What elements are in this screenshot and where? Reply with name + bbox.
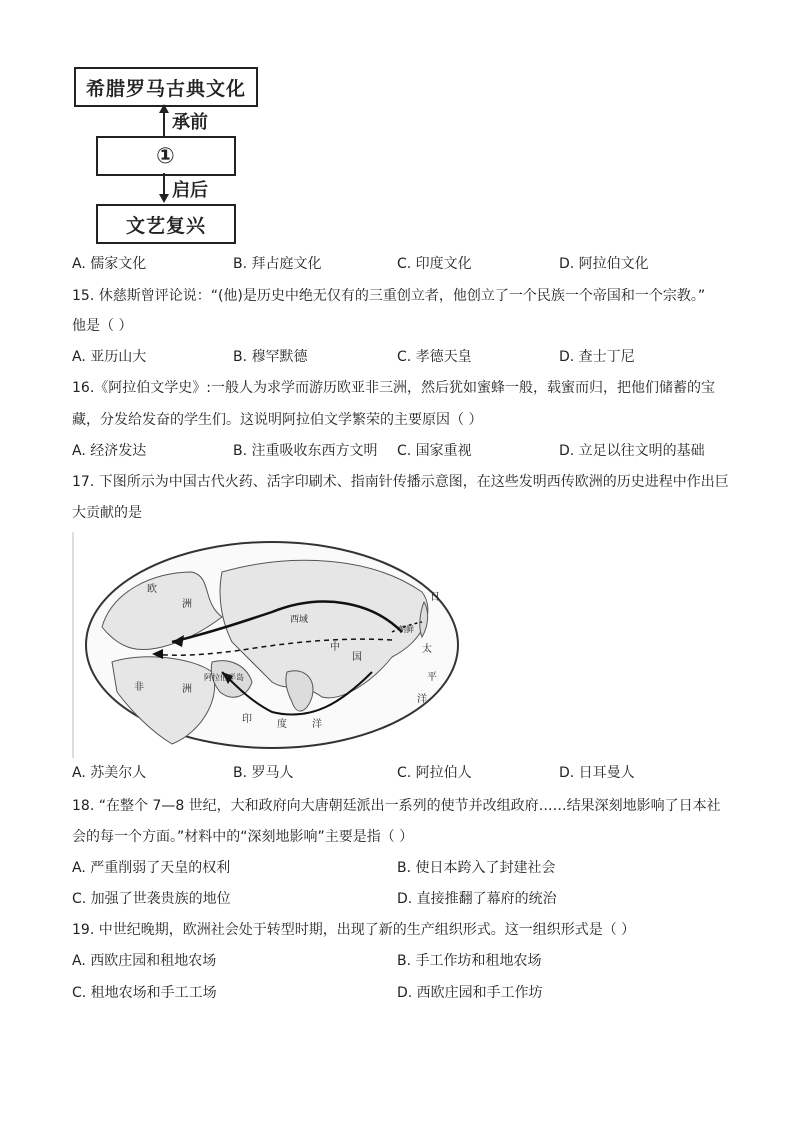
map-label-china2: 国 <box>352 652 362 663</box>
map-label-ocean1: 度 <box>277 719 287 730</box>
map-label-japan: 日 <box>430 592 440 603</box>
q16-option-b: B. 注重吸收东西方文明 <box>233 443 378 459</box>
q14-option-b: B. 拜占庭文化 <box>233 256 322 272</box>
q19-option-d: D. 西欧庄园和手工作坊 <box>397 985 543 1001</box>
q18-option-b: B. 使日本跨入了封建社会 <box>397 860 556 876</box>
map-label-africa: 非 <box>134 682 144 693</box>
diagram-bottom-box: 文艺复兴 <box>96 204 236 244</box>
upper-arrow-label: 承前 <box>172 112 208 133</box>
upper-arrowhead <box>159 104 169 113</box>
q14-option-c: C. 印度文化 <box>397 256 472 272</box>
q14-option-a: A. 儒家文化 <box>72 256 147 272</box>
q14-option-d: D. 阿拉伯文化 <box>559 256 649 272</box>
q18-option-d: D. 直接推翻了幕府的统治 <box>397 891 557 907</box>
q17-stem-line1: 17. 下图所示为中国古代火药、活字印刷术、指南针传播示意图，在这些发明西传欧洲的历史进程中作出巨 <box>72 474 729 490</box>
q16-option-d: D. 立足以往文明的基础 <box>559 443 705 459</box>
diagram-top-box: 希腊罗马古典文化 <box>74 67 258 107</box>
map-svg <box>72 532 464 758</box>
q16-stem-line2: 藏，分发给发奋的学生们。这说明阿拉伯文学繁荣的主要原因（ ） <box>72 412 483 428</box>
map-label-pacific2: 平 <box>427 672 437 683</box>
q16-option-c: C. 国家重视 <box>397 443 472 459</box>
map-label-pacific1: 太 <box>422 644 432 655</box>
q18-option-c: C. 加强了世袭贵族的地位 <box>72 891 231 907</box>
q17-option-b: B. 罗马人 <box>233 765 294 781</box>
lower-arrowhead <box>159 194 169 203</box>
q19-option-b: B. 手工作坊和租地农场 <box>397 953 542 969</box>
map-label-arabia: 阿拉伯半岛 <box>204 673 244 682</box>
map-label-pacific3: 洋 <box>417 694 427 705</box>
map-label-europe: 欧 <box>147 584 157 595</box>
map-label-africa2: 洲 <box>182 684 192 695</box>
q15-option-d: D. 查士丁尼 <box>559 349 635 365</box>
q17-option-a: A. 苏美尔人 <box>72 765 147 781</box>
map-label-europe2: 洲 <box>182 599 192 610</box>
map-label-india: 印 <box>242 714 252 725</box>
q15-option-b: B. 穆罕默德 <box>233 349 308 365</box>
diagram-middle-box: ① <box>96 136 236 176</box>
q16-stem-line1: 16.《阿拉伯文学史》:一般人为求学而游历欧亚非三洲，然后犹如蜜蜂一般，载蜜而归，把他们储蓄的宝 <box>72 380 715 396</box>
q15-option-c: C. 孝德天皇 <box>397 349 472 365</box>
map-label-china: 中 <box>330 642 340 653</box>
map-label-korea: 朝鲜 <box>398 625 414 634</box>
map-label-xiyu: 西域 <box>290 615 309 625</box>
map-label-ocean2: 洋 <box>312 719 322 730</box>
q18-stem-line1: 18. “在整个 7—8 世纪，大和政府向大唐朝廷派出一系列的使节并改组政府……结果深刻地影响了日本社 <box>72 798 721 814</box>
q19-option-a: A. 西欧庄园和租地农场 <box>72 953 217 969</box>
q15-stem-line2: 他是（ ） <box>72 318 133 334</box>
q19-stem-line1: 19. 中世纪晚期，欧洲社会处于转型时期，出现了新的生产组织形式。这一组织形式是（ ） <box>72 922 636 938</box>
q16-option-a: A. 经济发达 <box>72 443 147 459</box>
q17-option-c: C. 阿拉伯人 <box>397 765 472 781</box>
q17-stem-line2: 大贡献的是 <box>72 505 142 521</box>
lower-arrow-label: 启后 <box>172 180 208 201</box>
q15-option-a: A. 亚历山大 <box>72 349 147 365</box>
q18-stem-line2: 会的每一个方面。”材料中的“深刻地影响”主要是指（ ） <box>72 829 414 845</box>
q18-option-a: A. 严重削弱了天皇的权利 <box>72 860 231 876</box>
q15-stem-line1: 15. 休慈斯曾评论说：“(他)是历史中绝无仅有的三重创立者，他创立了一个民族一个帝国和一个宗教。” <box>72 288 706 304</box>
q19-option-c: C. 租地农场和手工工场 <box>72 985 217 1001</box>
q17-option-d: D. 日耳曼人 <box>559 765 635 781</box>
invention-spread-map <box>72 532 464 758</box>
